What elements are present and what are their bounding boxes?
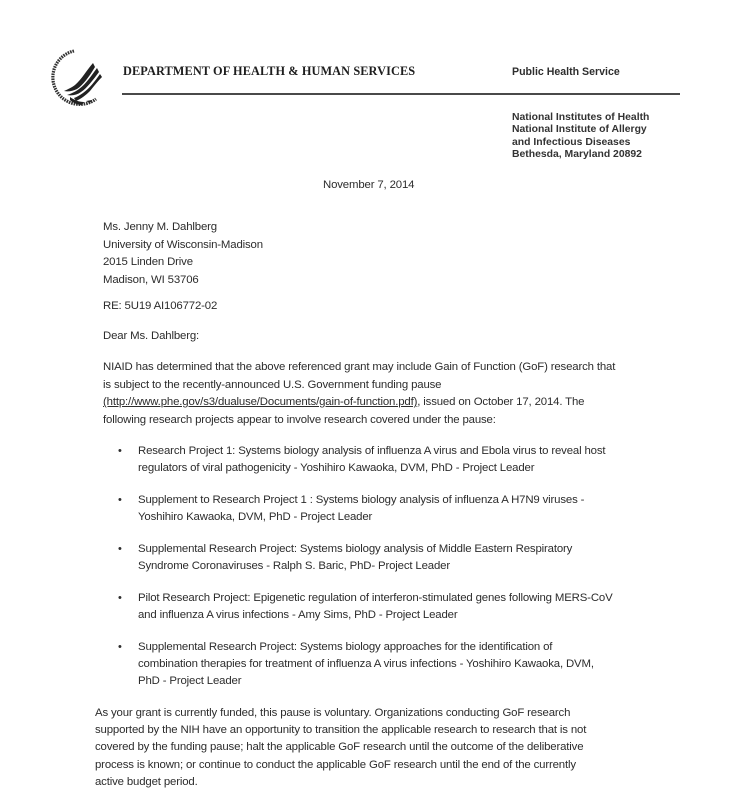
project-text: Supplemental Research Project: Systems biology approaches for the identification of xyxy=(138,641,553,654)
project-text: and influenza A virus infections - Amy Sims, PhD - Project Leader xyxy=(138,609,458,622)
project-list-item xyxy=(118,590,678,624)
paragraph-line xyxy=(103,394,663,412)
project-list-item xyxy=(118,541,678,575)
project-list-item xyxy=(118,639,678,689)
paragraph-line: covered by the funding pause; halt the applicable GoF research until the outcome of the deliberative xyxy=(95,741,584,754)
gain-of-function-link[interactable]: (http://www.phe.gov/s3/dualuse/Documents/gain-of-function.pdf) xyxy=(103,396,418,408)
voluntary-pause-paragraph xyxy=(95,705,695,791)
agency-line: National Institutes of Health xyxy=(512,112,650,123)
project-text: Supplement to Research Project 1 : Systems biology analysis of influenza A H7N9 viruses - xyxy=(138,494,585,507)
project-text: Syndrome Coronaviruses - Ralph S. Baric, PhD- Project Leader xyxy=(138,559,450,572)
recipient-street: 2015 Linden Drive xyxy=(103,256,193,268)
project-text: Research Project 1: Systems biology analysis of influenza A virus and Ebola virus to reveal host xyxy=(138,445,606,457)
department-name: DEPARTMENT OF HEALTH & HUMAN SERVICES xyxy=(123,64,416,78)
intro-paragraph xyxy=(103,359,663,429)
letterhead-divider xyxy=(122,93,680,95)
paragraph-line: process is known; or continue to conduct the applicable GoF research until the end of the currently xyxy=(95,758,576,771)
project-list-item xyxy=(118,443,678,477)
recipient-name: Ms. Jenny M. Dahlberg xyxy=(103,221,217,233)
paragraph-line: active budget period. xyxy=(95,775,198,788)
paragraph-line: NIAID has determined that the above referenced grant may include Gain of Function (GoF) research that xyxy=(103,361,616,373)
project-text: regulators of viral pathogenicity - Yoshihiro Kawaoka, DVM, PhD - Project Leader xyxy=(138,461,535,474)
recipient-address xyxy=(103,219,263,289)
project-list xyxy=(118,443,678,705)
agency-address-block xyxy=(512,112,649,161)
recipient-city: Madison, WI 53706 xyxy=(103,273,199,286)
bullet-icon: • xyxy=(118,592,122,605)
letter-date: November 7, 2014 xyxy=(323,179,415,191)
bullet-icon: • xyxy=(118,445,122,457)
project-list-item xyxy=(118,492,678,526)
hhs-eagle-seal-icon xyxy=(44,45,106,111)
bullet-icon: • xyxy=(118,494,122,507)
recipient-institution: University of Wisconsin-Madison xyxy=(103,238,263,251)
project-text: Yoshihiro Kawaoka, DVM, PhD - Project Leader xyxy=(138,510,373,523)
paragraph-line: As your grant is currently funded, this pause is voluntary. Organizations conducting GoF research xyxy=(95,707,571,719)
project-text: combination therapies for treatment of influenza A virus infections - Yoshihiro Kawaoka, DVM, xyxy=(138,658,594,671)
paragraph-line: supported by the NIH have an opportunity to transition the applicable research to research that is not xyxy=(95,724,587,737)
project-text: PhD - Project Leader xyxy=(138,674,242,687)
agency-line: National Institute of Allergy xyxy=(512,124,647,136)
paragraph-text: , issued on October 17, 2014. The xyxy=(417,396,585,408)
salutation: Dear Ms. Dahlberg: xyxy=(103,330,200,342)
agency-line: Bethesda, Maryland 20892 xyxy=(512,148,642,160)
bullet-icon: • xyxy=(118,641,122,654)
project-text: Supplemental Research Project: Systems biology analysis of Middle Eastern Respiratory xyxy=(138,543,573,556)
paragraph-line: following research projects appear to involve research covered under the pause: xyxy=(103,413,496,426)
reference-line: RE: 5U19 AI106772-02 xyxy=(103,300,218,312)
agency-line: and Infectious Diseases xyxy=(512,136,631,148)
bullet-icon: • xyxy=(118,543,122,556)
public-health-service-label: Public Health Service xyxy=(512,66,620,78)
project-text: Pilot Research Project: Epigenetic regulation of interferon-stimulated genes following MERS-CoV xyxy=(138,592,613,605)
paragraph-line: is subject to the recently-announced U.S. Government funding pause xyxy=(103,378,442,391)
